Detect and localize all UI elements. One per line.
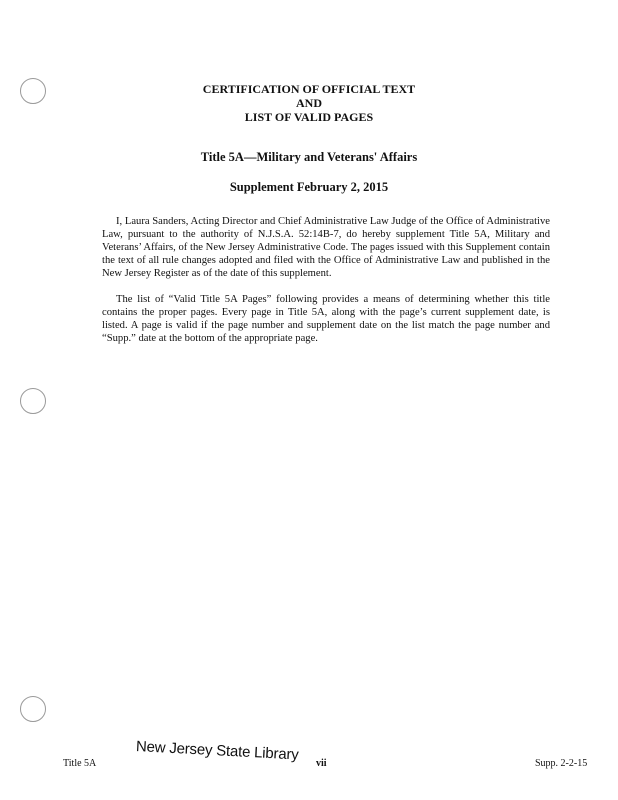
punch-hole-bottom <box>20 696 46 722</box>
footer-title: Title 5A <box>63 758 97 769</box>
valid-pages-paragraph: The list of “Valid Title 5A Pages” following provides a means of determining whether this title contains the proper pages. Every page in Title 5A, along with the page’s current supplement date, is listed. A page is valid if the page number and supplement date on the list match the page number and “Supp.” date at the bottom of the appropriate page. <box>102 294 550 344</box>
header-line-2: AND <box>296 96 322 110</box>
document-title: Title 5A—Military and Veterans' Affairs <box>200 150 418 164</box>
supplement-date: Supplement February 2, 2015 <box>229 180 389 194</box>
header-line-3: LIST OF VALID PAGES <box>244 110 374 124</box>
library-stamp: New Jersey State Library <box>135 738 299 764</box>
footer-supplement: Supp. 2-2-15 <box>535 758 588 769</box>
footer-page-number: vii <box>316 758 327 769</box>
certification-paragraph: I, Laura Sanders, Acting Director and Chief Administrative Law Judge of the Office of Administrative Law, pursuant to the authority of N.J.S.A. 52:14B-7, do hereby supplement Title 5A, Military and Veterans’ Affairs, of the New Jersey Administrative Code. The pages issued with this Supplement contain the text of all rule changes adopted and filed with the Office of Administrative Law and published in the New Jersey Register as of the date of this supplement. <box>102 216 550 279</box>
header-line-1: CERTIFICATION OF OFFICIAL TEXT <box>202 82 416 96</box>
punch-hole-middle <box>20 388 46 414</box>
